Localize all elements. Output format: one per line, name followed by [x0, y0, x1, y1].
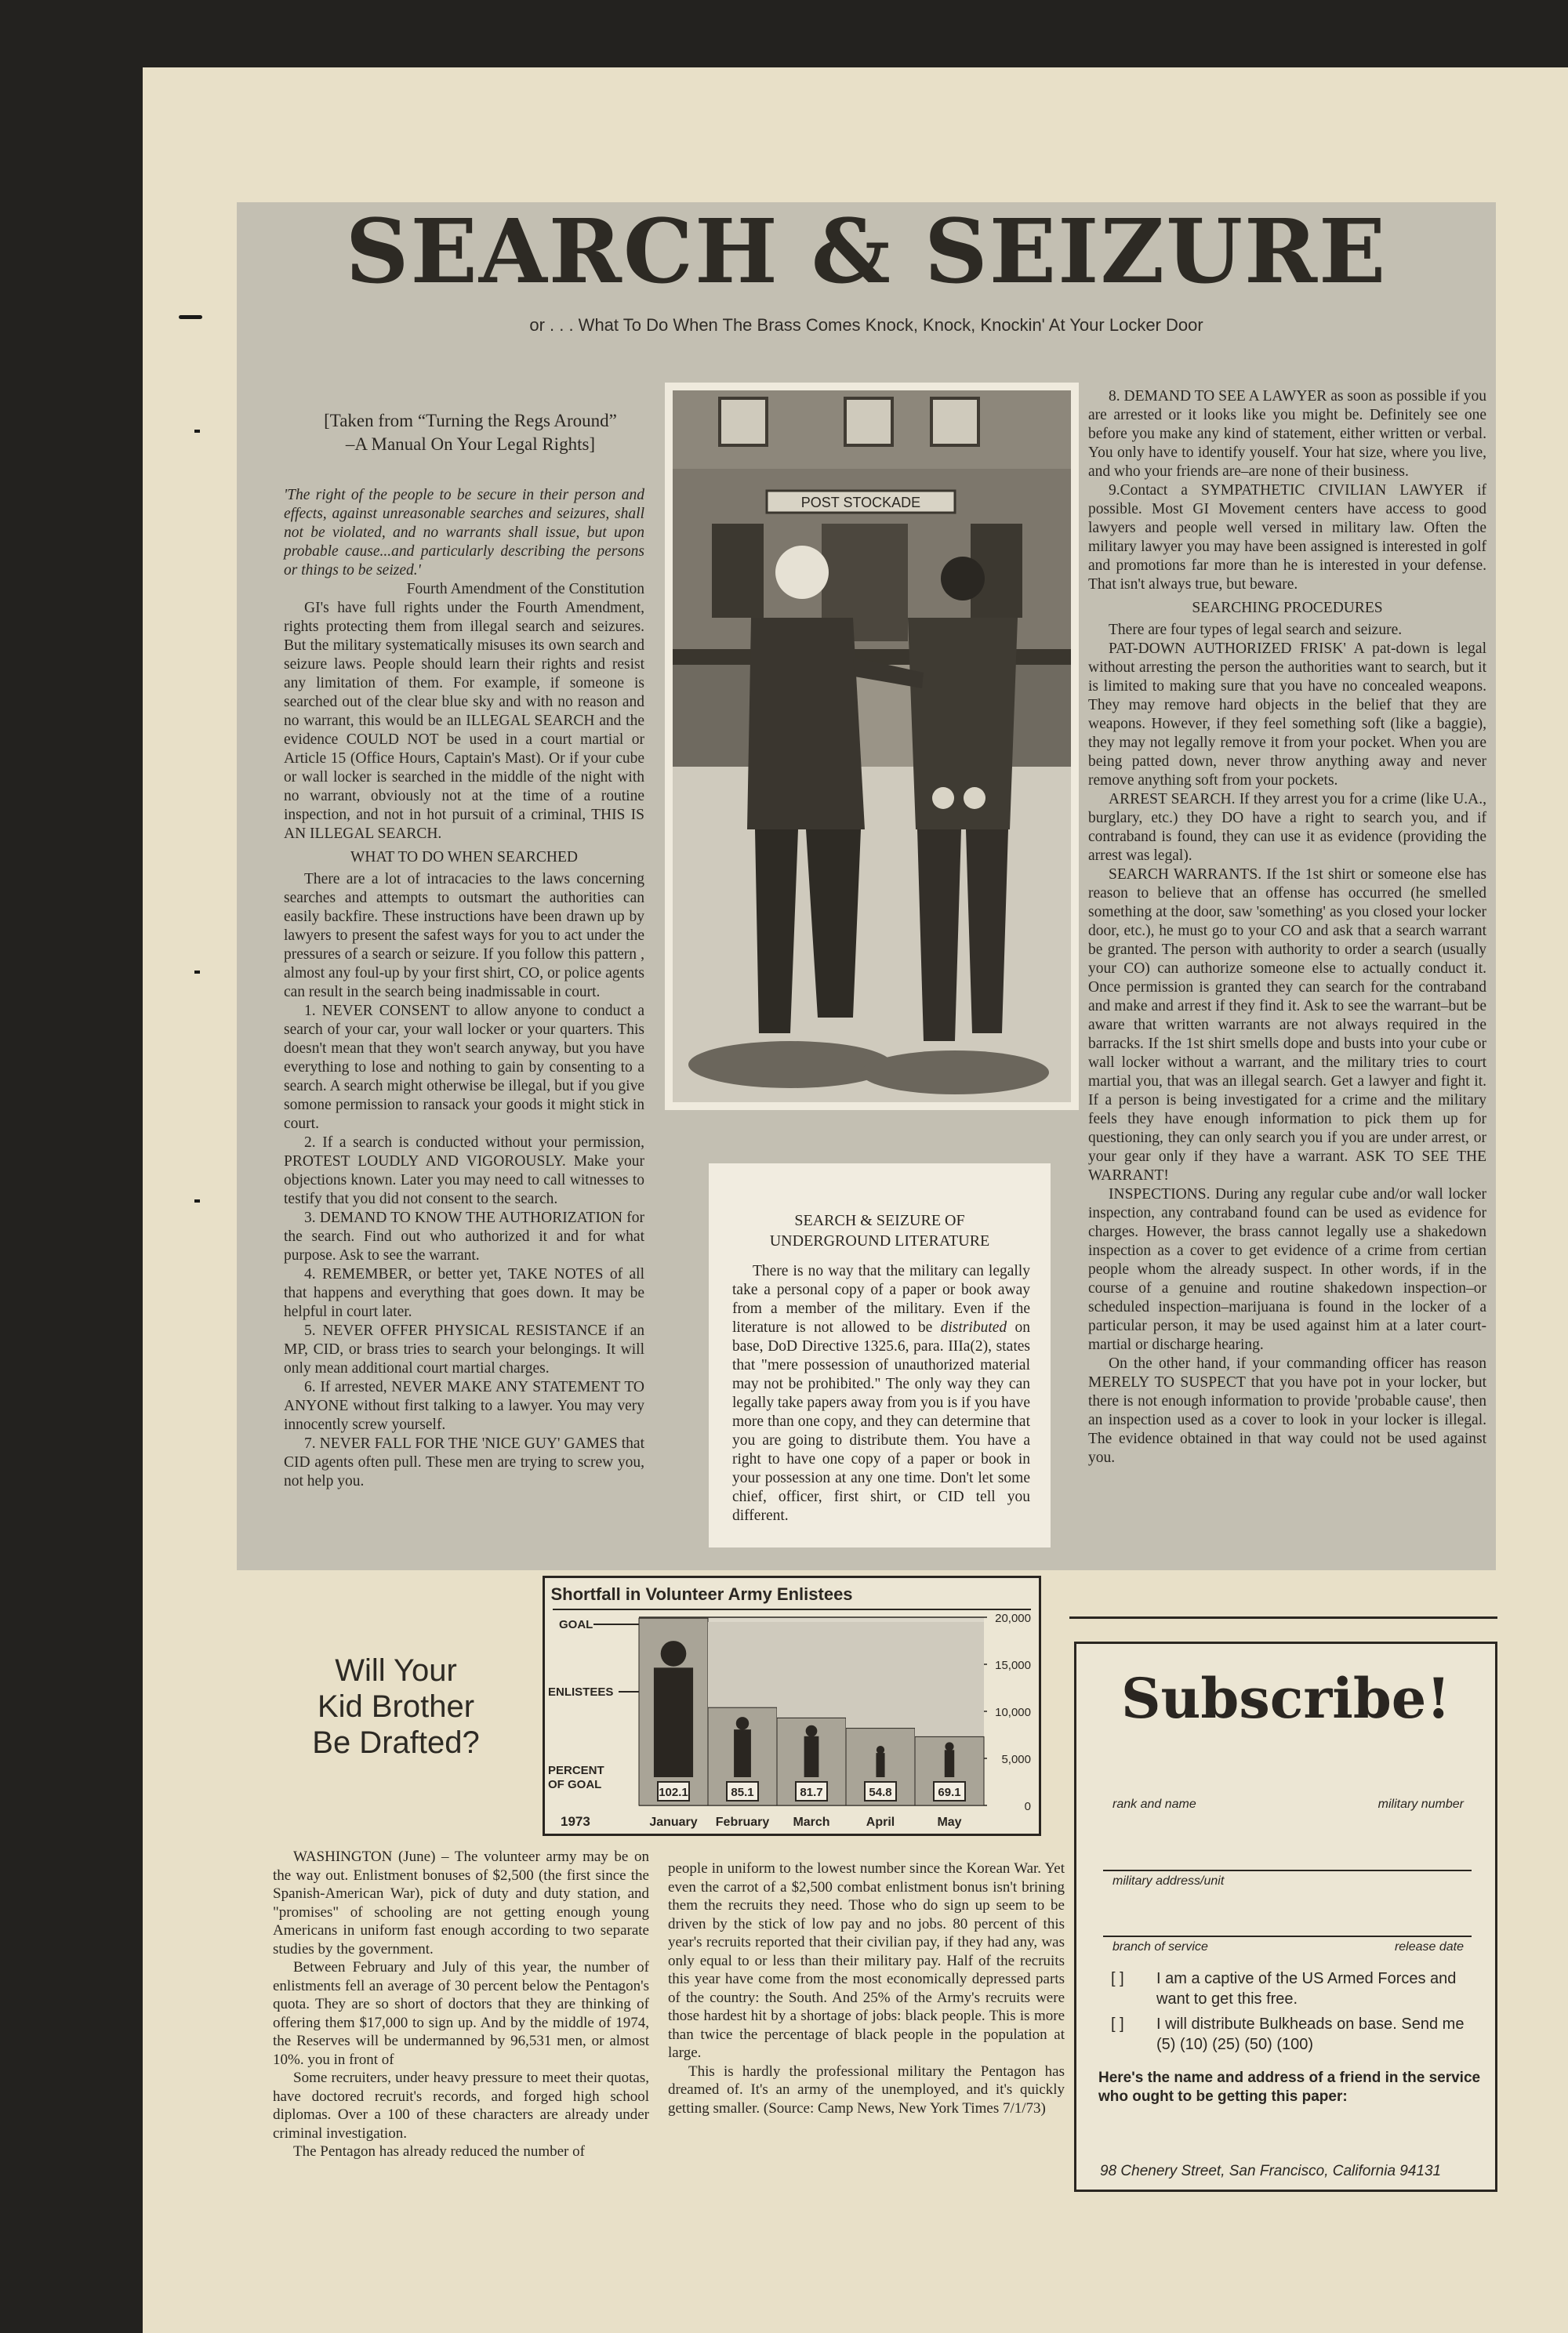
- list-item: 8. DEMAND TO SEE A LAWYER as soon as possible if you are arrested or it looks like you might be. Definitely see one before you make any kind of statement, either written or verbal. You only have to identify youself. Your hat size, where you live, and who your friends are–are none of their business.: [1088, 388, 1486, 480]
- enlistees-chart: [543, 1576, 1041, 1836]
- category-label: January: [649, 1816, 698, 1829]
- soldier-figure-body: [945, 1750, 954, 1777]
- soldier-figure-head: [945, 1742, 953, 1751]
- list-item: 6. If arrested, NEVER MAKE ANY STATEMENT TO ANYONE without first talking to a lawyer. You may very innocently screw yourself.: [284, 1379, 644, 1433]
- source-note: [267, 409, 674, 456]
- article-paragraph: people in uniform to the lowest number since the Korean War. Yet even the carrot of a $2,500 combat enlistment bonus isn't brining them the recruits they need. Those who do sign up seem to be driven by the stick of low pay and no jobs. 80 percent of this year's recruits reported that their civilian pay, if they had any, was only equal to or less than their military pay. Half of the recruits this year have come from the most economically depressed parts of the country: the South. And 25% of the Army's recruits were those hardest hit by a shortage of jobs: black people. This is more than twice the percentage of black people in the population at large.: [668, 1860, 1065, 2061]
- ink-speck: [194, 430, 200, 433]
- ink-speck: [194, 971, 200, 974]
- percent-value-label: 54.8: [869, 1786, 892, 1799]
- category-label: March: [793, 1816, 830, 1829]
- constitution-quote: 'The right of the people to be secure in their person and effects, against unreasonable searches and seizures, shall not be violated, and no warrants shall issue, but upon probable cause...and particularly describing the persons or things to be seized.': [284, 487, 644, 579]
- soldier-figure-head: [806, 1725, 818, 1737]
- sidebar-heading: [726, 1210, 1033, 1251]
- branch-field-line[interactable]: [1103, 1936, 1472, 1937]
- draft-headline-line-2: Kid Brother: [317, 1689, 475, 1724]
- chart-title: Shortfall in Volunteer Army Enlistees: [550, 1584, 853, 1604]
- sidebar-body-2: on base, DoD Directive 1325.6, para. IIIa(2), states that "mere possession of unauthorized material may not be prohibited." The only way they can legally take papers away from you is if you have more than one copy, and they can determine that you are going to distribute them. You have a right to have one copy of a paper or book in your possession at any one time. Don't let some chief, officer, first shirt, or CID tell you different.: [732, 1319, 1030, 1524]
- option-distribute[interactable]: [1111, 2014, 1487, 2055]
- page-title: SEARCH & SEIZURE: [345, 201, 1388, 303]
- sidebar-body: [732, 1262, 1030, 1526]
- percent-value-label: 69.1: [938, 1786, 961, 1799]
- subscribe-title: Subscribe!: [1120, 1666, 1451, 1731]
- address-field-line[interactable]: [1103, 1870, 1472, 1871]
- list-item: 4. REMEMBER, or better yet, TAKE NOTES of all that happens and everything that goes down. It may be helpful in court later.: [284, 1266, 644, 1320]
- article-paragraph: The Pentagon has already reduced the number of: [293, 2143, 585, 2160]
- military-number-label: military number: [1377, 1798, 1464, 1811]
- chart-ticks: [995, 1612, 1031, 1813]
- draft-headline: [286, 1653, 506, 1761]
- quote-attribution: Fourth Amendment of the Constitution: [406, 581, 644, 597]
- chart-category-labels: [649, 1816, 961, 1829]
- enlistees-label: ENLISTEES: [548, 1685, 614, 1699]
- source-line-2: –A Manual On Your Legal Rights]: [345, 434, 596, 454]
- draft-article-col-1: [273, 1848, 649, 2161]
- soldier-figure-head: [661, 1641, 687, 1667]
- y-tick-label: 5,000: [1001, 1753, 1031, 1766]
- checkbox-distribute[interactable]: [ ]: [1111, 2016, 1124, 2033]
- article-paragraph: Between February and July of this year, the number of enlistments fell an average of 30 percent below the Pentagon's quota. They are so short of doctors that they are thinking of offering them $17,000 to sign up. And by the middle of 1974, the Reserves will be undermanned by 96,531 men, or almost 10%. you in front of: [273, 1959, 649, 2068]
- page-subtitle: or . . . What To Do When The Brass Comes Knock, Knock, Knockin' At Your Locker Door: [529, 315, 1203, 335]
- list-item: 9.Contact a SYMPATHETIC CIVILIAN LAWYER if possible. Most GI Movement centers have access to good lawyers and people well versed in military law. Often the military lawyer you may have been assigned is interested in golf and promotions far more than he is interested in your defense. That isn't always true, but beware.: [1088, 482, 1486, 593]
- year-label: 1973: [561, 1814, 590, 1829]
- body-paragraph: There are a lot of intracacies to the laws concerning searches and attempts to outsmart the authorities can easily backfire. These instructions have been drawn up by lawyers to present the safest ways for you to act under the pressures of a search or seizure. If you follow this pattern , almost any foul-up by your first shirt, CO, or police agents can result in the search being inadmissable in court.: [284, 871, 644, 1000]
- goal-label: GOAL: [559, 1618, 593, 1631]
- percent-value-label: 85.1: [731, 1786, 754, 1799]
- subscribe-coupon: [1074, 1642, 1497, 2192]
- soldier-figure-body: [804, 1736, 819, 1777]
- article-paragraph: WASHINGTON (June) – The volunteer army may be on the way out. Enlistment bonuses of $2,500 (the first since the Spanish-American War), pick of duty and duty station, and "promises" of schooling are not getting enough young Americans in uniform fast enough according to two separate studies by the government.: [273, 1849, 649, 1957]
- left-column: [284, 486, 644, 1491]
- category-label: May: [937, 1816, 962, 1829]
- y-tick-label: 0: [1024, 1800, 1031, 1813]
- body-paragraph: SEARCH WARRANTS. If the 1st shirt or someone else has reason to believe that an offense has occurred (he smelled something at the door, saw 'something' as you closed your locker door, etc.), he must go to your CO and ask that a search warrant be granted. The person with authority to order a search (usually your CO) can authorize someone else to actually conduct it. Once permission is granted they can search for the contraband and make and arrest if they find it. Ask to see the warrant–but be aware that written warrants are not always required in the barracks. If the 1st shirt smells dope and busts into your cube or wall locker without a warrant, and the military tries to court martial you, that was an illegal search. Get a lawyer and fight it. If a person is being investigated for a crime and the military feels they have enough information to pick them up for questioning, they can only search you if you are under arrest, or your gear only if they have a warrant. ASK TO SEE THE WARRANT!: [1088, 866, 1486, 1184]
- soldier-figure-head: [736, 1717, 749, 1729]
- soldier-figure-body: [734, 1729, 751, 1777]
- y-tick-label: 15,000: [995, 1659, 1031, 1672]
- body-paragraph: There are four types of legal search and seizure.: [1109, 622, 1403, 638]
- release-date-label: release date: [1394, 1940, 1464, 1954]
- source-line-1: [Taken from “Turning the Regs Around”: [324, 411, 617, 430]
- percent-value-label: 102.1: [659, 1786, 688, 1799]
- body-paragraph: PAT-DOWN AUTHORIZED FRISK' A pat-down is legal without arresting the person the authorities want to search, but it is limited to making sure that you have no concealed weapons. They may remove hard objects in the belief that they are weapons. However, if they feel something soft (like a baggie), they may not legally remove it from your pocket. When you are being patted down, never throw anything away and never remove anything soft from your pockets.: [1088, 640, 1486, 789]
- stockade-photo: [665, 383, 1079, 1110]
- list-item: 5. NEVER OFFER PHYSICAL RESISTANCE if an MP, CID, or brass tries to search your belongings. It will only mean additional court martial charges.: [284, 1323, 644, 1377]
- friend-prompt: Here's the name and address of a friend in the service who ought to be getting this paper:: [1098, 2070, 1481, 2105]
- chart-svg: [545, 1578, 1039, 1834]
- ink-speck: [194, 1199, 200, 1203]
- category-label: February: [715, 1816, 770, 1829]
- military-address-label: military address/unit: [1112, 1874, 1225, 1888]
- option-distribute-text: I will distribute Bulkheads on base. Send me (5) (10) (25) (50) (100): [1156, 2016, 1465, 2053]
- body-paragraph: INSPECTIONS. During any regular cube and/or wall locker inspection, any contraband found can be used as evidence for charges. However, the brass cannot legally use a shakedown inspection as a cover to get evidence of a crime from certian people whom the already suspect. In other words, if in the course of a genuine and routine shakedown inspection–or scheduled inspection–marijuana is found in the locker of a particular person, it may be used against him at a later court-martial or discharge hearing.: [1088, 1186, 1486, 1353]
- sidebar-heading-line-2: UNDERGROUND LITERATURE: [769, 1232, 990, 1250]
- rank-name-label: rank and name: [1112, 1798, 1196, 1811]
- y-tick-label: 20,000: [995, 1612, 1031, 1625]
- body-paragraph: ARREST SEARCH. If they arrest you for a crime (like U.A., burglary, etc.) they DO have a right to search you, and if contraband is found, they can use it as evidence (providing the arrest was legal).: [1088, 791, 1486, 864]
- checkbox-captive[interactable]: [ ]: [1111, 1970, 1124, 1987]
- list-item: 3. DEMAND TO KNOW THE AUTHORIZATION for the search. Find out who authorized it and for what purpose. Ask to see the warrant.: [284, 1210, 644, 1264]
- soldier-figure-body: [654, 1667, 693, 1777]
- percent-label-2: OF GOAL: [548, 1778, 602, 1791]
- soldiers-illustration: [673, 390, 1071, 1102]
- draft-headline-line-1: Will Your: [335, 1653, 457, 1688]
- intro-paragraph: GI's have full rights under the Fourth Amendment, rights protecting them from illegal search and seizures. But the military systematically misuses its own search and seizure laws. People should learn their rights and resist any limitation of them. For example, if someone is searched out of the clear blue sky and with no reason and no warrant, this would be an ILLEGAL SEARCH and the evidence COULD NOT be used in a court martial or Article 15 (Office Hours, Captain's Mast). Or if your cube or wall locker is searched in the middle of the night with no warrant, obviously not at the time of a routine inspection, and not in hot pursuit of a criminal, THIS IS AN ILLEGAL SEARCH.: [284, 600, 644, 842]
- y-tick-label: 10,000: [995, 1706, 1031, 1719]
- right-column: [1088, 387, 1486, 1468]
- section-heading: SEARCHING PROCEDURES: [1192, 600, 1383, 616]
- mailing-address: 98 Chenery Street, San Francisco, California 94131: [1100, 2163, 1442, 2179]
- article-paragraph: This is hardly the professional military the Pentagon has dreamed of. It's an army of the unemployed, and it's quickly getting smaller. (Source: Camp News, New York Times 7/1/73): [668, 2063, 1065, 2117]
- list-item: 1. NEVER CONSENT to allow anyone to conduct a search of your car, your wall locker or your quarters. This doesn't mean that they won't search anyway, but you have everything to lose and nothing to gain by consenting to a search. A search might otherwise be illegal, but if you give somone permission to ransack your goods it might stick in court.: [284, 1003, 644, 1132]
- option-captive-text: I am a captive of the US Armed Forces and want to get this free.: [1156, 1970, 1457, 2008]
- soldier-figure-body: [876, 1753, 884, 1777]
- percent-label-1: PERCENT: [548, 1764, 604, 1777]
- sidebar-body-1: There is no way that the military can legally take a personal copy of a paper or book away from a member of the military. Even if the literature is not allowed to be: [732, 1263, 1030, 1336]
- branch-label: branch of service: [1112, 1940, 1208, 1954]
- sidebar-heading-line-1: SEARCH & SEIZURE OF: [794, 1212, 965, 1229]
- soldier-figure-head: [877, 1746, 884, 1754]
- article-paragraph: Some recruiters, under heavy pressure to meet their quotas, have doctored recruit's records, and forged high school diplomas. Over a 100 of these characters are already under criminal investigation.: [273, 2070, 649, 2142]
- option-captive[interactable]: [1111, 1968, 1487, 2009]
- draft-headline-line-3: Be Drafted?: [312, 1725, 480, 1760]
- draft-article-col-2: [668, 1860, 1065, 2117]
- body-paragraph: On the other hand, if your commanding officer has reason MERELY TO SUSPECT that you have pot in your locker, but there is not enough information to provide 'probable cause', then an inspection used as a cover to look in your locker is illegal. The evidence obtained in that way could not be used against you.: [1088, 1355, 1486, 1466]
- literature-sidebar: [709, 1163, 1051, 1547]
- ink-speck: [179, 315, 202, 319]
- subscribe-rule: [1069, 1616, 1497, 1619]
- stockade-sign: POST STOCKADE: [800, 495, 921, 510]
- list-item: 7. NEVER FALL FOR THE 'NICE GUY' GAMES that CID agents often pull. These men are trying to screw you, not help you.: [284, 1435, 644, 1489]
- section-heading: WHAT TO DO WHEN SEARCHED: [350, 849, 578, 865]
- category-label: April: [866, 1816, 895, 1829]
- sidebar-body-em: distributed: [940, 1319, 1007, 1336]
- percent-value-label: 81.7: [800, 1786, 823, 1799]
- list-item: 2. If a search is conducted without your permission, PROTEST LOUDLY AND VIGOROUSLY. Make your objections known. Later you may need to call witnesses to testify that you did not consent to the search.: [284, 1134, 644, 1207]
